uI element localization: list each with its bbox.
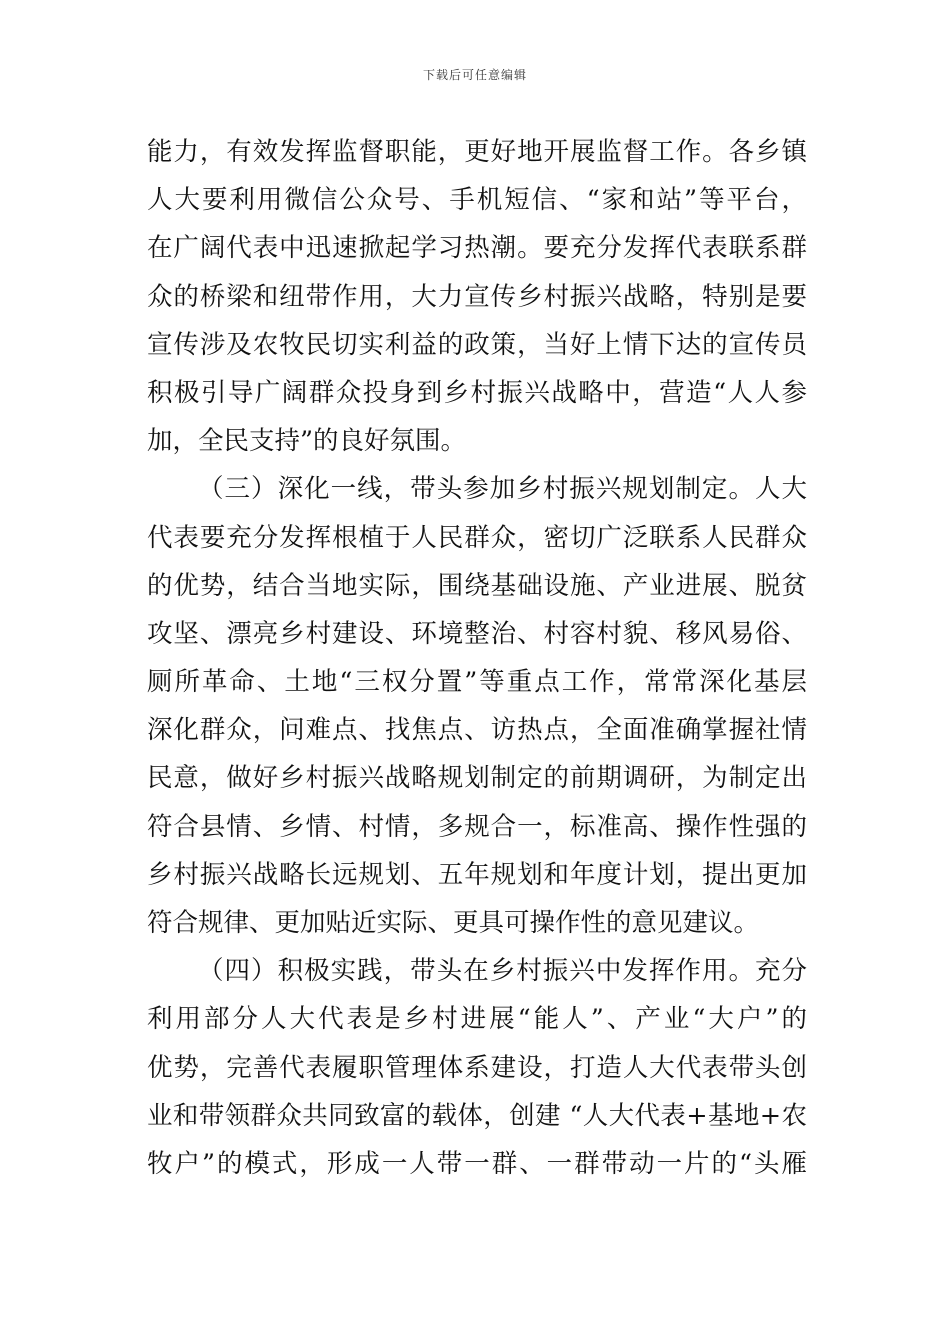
text-line: 厕所革命、土地“三权分置”等重点工作，常常深化基层 — [147, 667, 807, 698]
text-line: 加，全民支持”的良好氛围。 — [147, 426, 467, 457]
text-line: 积极引导广阔群众投身到乡村振兴战略中，营造“人人参 — [147, 377, 807, 408]
text-line: 众的桥梁和纽带作用，大力宣传乡村振兴战略，特别是要 — [147, 281, 807, 312]
text-line: 宣传涉及农牧民切实利益的政策，当好上情下达的宣传员 — [147, 329, 807, 360]
text-line: 利用部分人大代表是乡村进展“能人”、产业“大户”的 — [147, 1004, 807, 1035]
text-line: 牧户”的模式，形成一人带一群、一群带动一片的“头雁 — [147, 1148, 807, 1179]
text-line: 能力，有效发挥监督职能，更好地开展监督工作。各乡镇 — [147, 137, 807, 167]
paragraph-heading-3: （三）深化一线，带头参加乡村振兴规划制定。人大 — [198, 474, 807, 505]
document-body — [147, 128, 807, 1188]
text-line: 在广阔代表中迅速掀起学习热潮。要充分发挥代表联系群 — [147, 233, 807, 264]
text-line: 业和带领群众共同致富的载体，创建 “人大代表+基地+农 — [147, 1100, 807, 1131]
text-line: 符合规律、更加贴近实际、更具可操作性的意见建议。 — [147, 908, 760, 938]
text-line: 符合县情、乡情、村情，多规合一，标准高、操作性强的 — [147, 811, 807, 842]
text-line: 攻坚、漂亮乡村建设、环境整治、村容村貌、移风易俗、 — [147, 618, 807, 649]
text-line: 民意，做好乡村振兴战略规划制定的前期调研，为制定出 — [147, 763, 807, 794]
text-line: 深化群众，问难点、找焦点、访热点，全面准确掌握社情 — [147, 715, 807, 746]
text-line: 优势，完善代表履职管理体系建设，打造人大代表带头创 — [147, 1052, 807, 1083]
paragraph-heading-4: （四）积极实践，带头在乡村振兴中发挥作用。充分 — [198, 956, 807, 987]
text-line: 的优势，结合当地实际，围绕基础设施、产业进展、脱贫 — [147, 570, 807, 601]
text-line: 代表要充分发挥根植于人民群众，密切广泛联系人民群众 — [147, 522, 807, 553]
page-header-note: 下载后可任意编辑 — [422, 68, 527, 82]
text-line: 人大要利用微信公众号、手机短信、“家和站”等平台， — [147, 185, 807, 216]
text-line: 乡村振兴战略长远规划、五年规划和年度计划，提出更加 — [147, 859, 807, 890]
